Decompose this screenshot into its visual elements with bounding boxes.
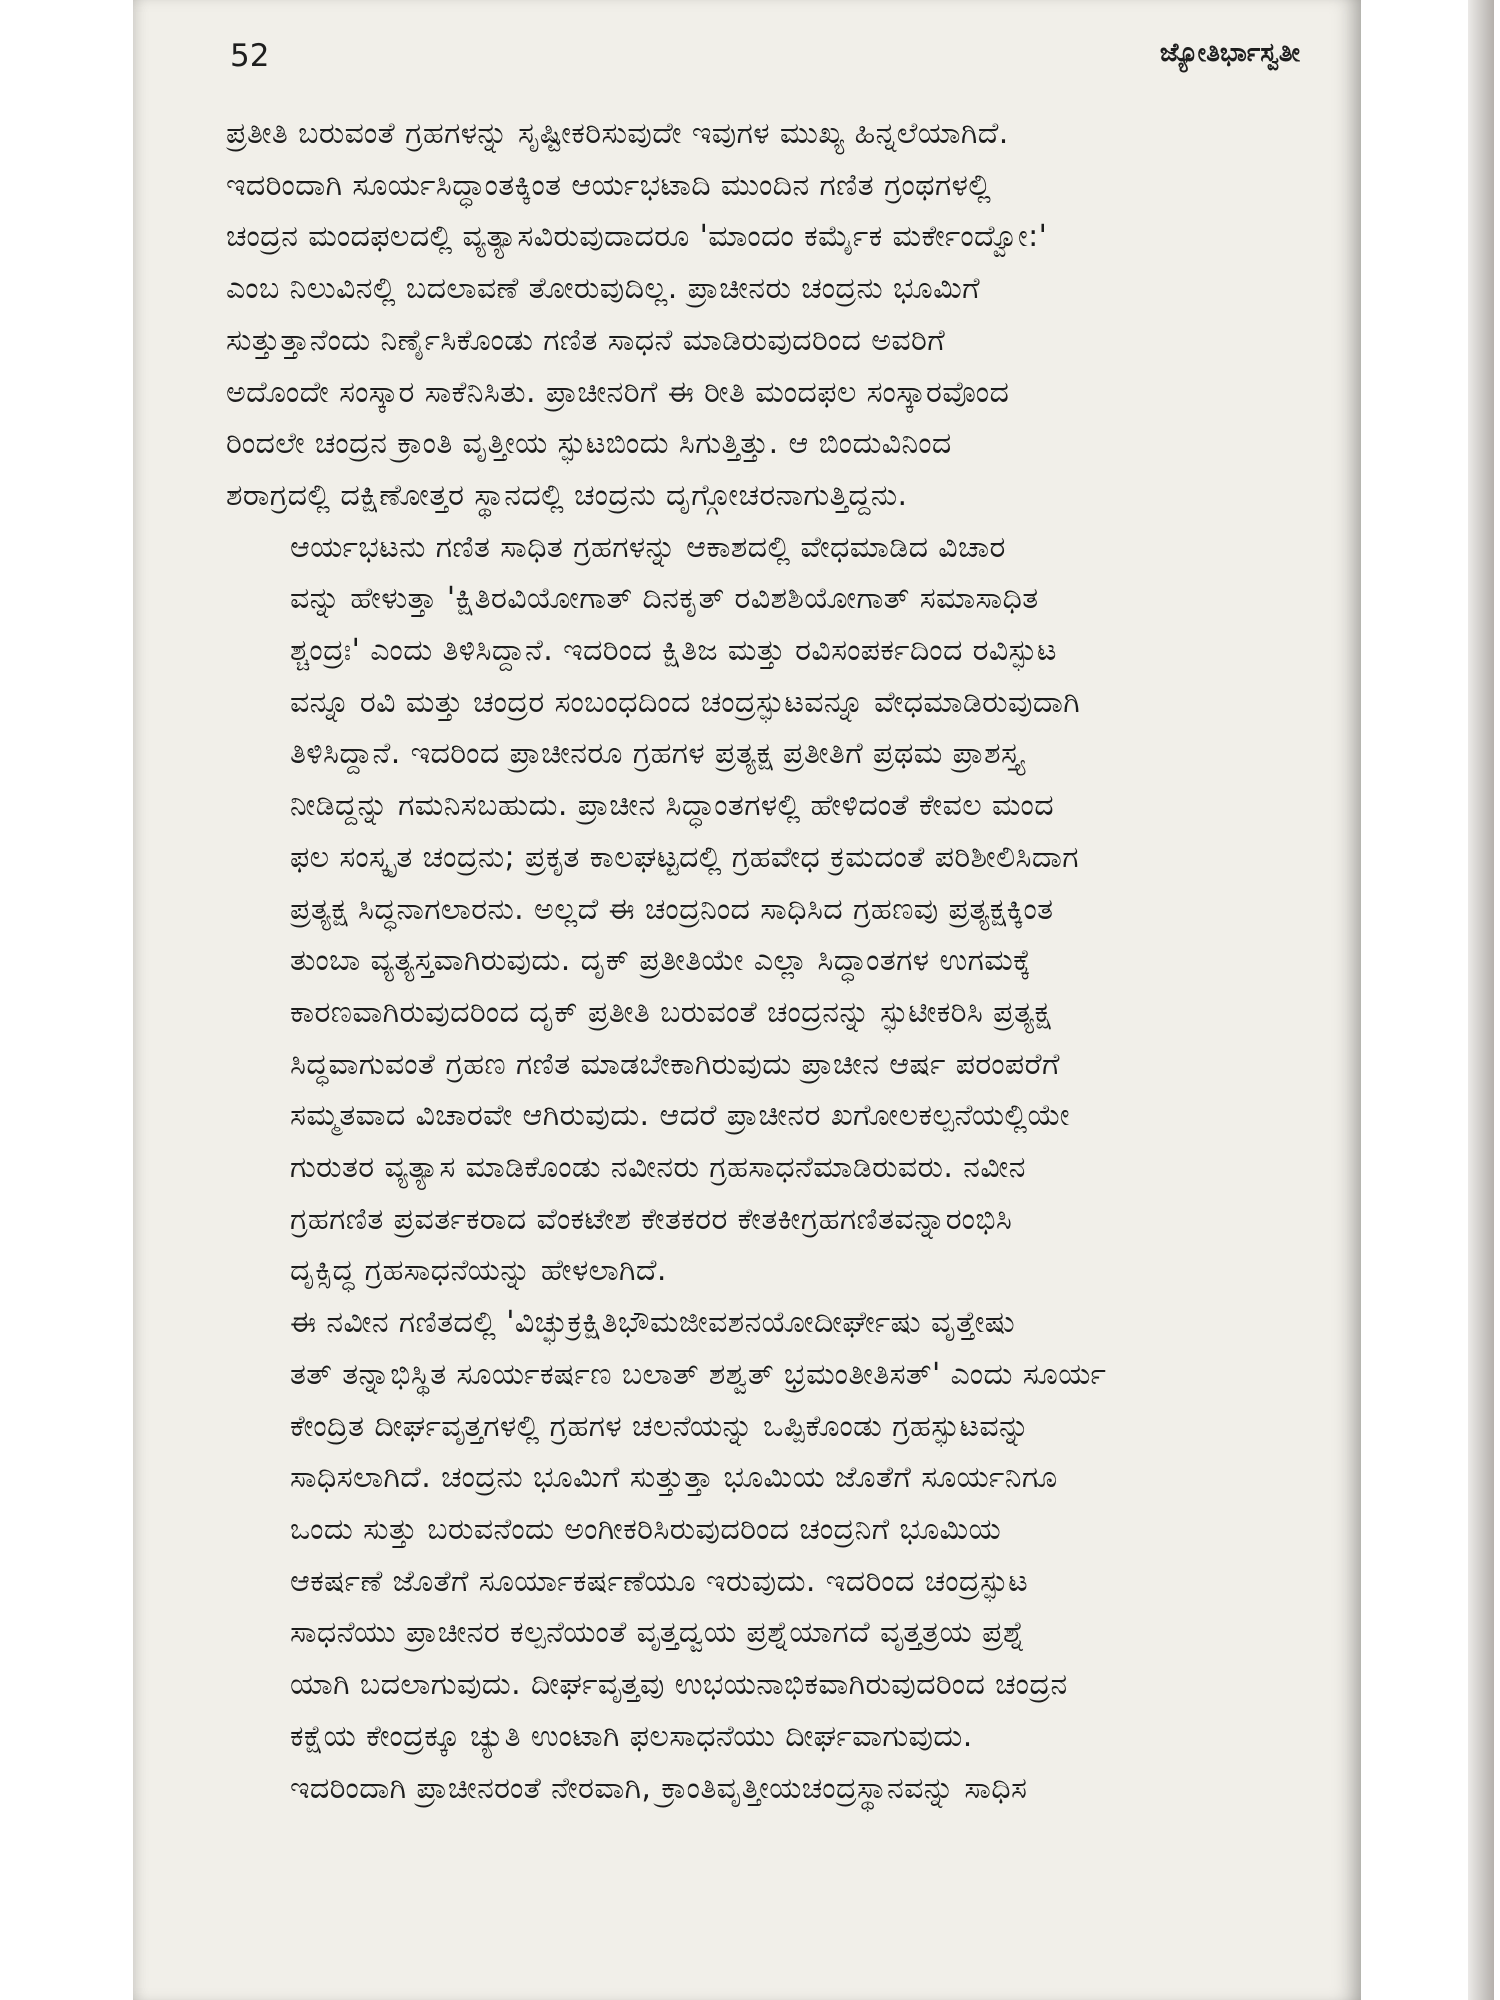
- text-line: ನೀಡಿದ್ದನ್ನು ಗಮನಿಸಬಹುದು. ಪ್ರಾಚೀನ ಸಿದ್ಧಾಂತಗಳಲ್ಲಿ ಹೇಳಿದಂತೆ ಕೇವಲ ಮಂದ: [290, 788, 1055, 824]
- text-line: ಅದೊಂದೇ ಸಂಸ್ಕಾರ ಸಾಕೆನಿಸಿತು. ಪ್ರಾಚೀನರಿಗೆ ಈ ರೀತಿ ಮಂದಫಲ ಸಂಸ್ಕಾರವೊಂದ: [226, 374, 1010, 410]
- paragraph: [226, 522, 1296, 1298]
- page-header: [230, 32, 1300, 82]
- text-line: ಸಾಧಿಸಲಾಗಿದೆ. ಚಂದ್ರನು ಭೂಮಿಗೆ ಸುತ್ತುತ್ತಾ ಭೂಮಿಯ ಜೊತೆಗೆ ಸೂರ್ಯನಿಗೂ: [290, 1460, 1058, 1496]
- text-line: ಎಂಬ ನಿಲುವಿನಲ್ಲಿ ಬದಲಾವಣೆ ತೋರುವುದಿಲ್ಲ. ಪ್ರಾಚೀನರು ಚಂದ್ರನು ಭೂಮಿಗೆ: [226, 271, 981, 307]
- text-line: ಶ್ಚಂದ್ರಃ' ಎಂದು ತಿಳಿಸಿದ್ದಾನೆ. ಇದರಿಂದ ಕ್ಷಿತಿಜ ಮತ್ತು ರವಿಸಂಪರ್ಕದಿಂದ ರವಿಸ್ಫುಟ: [290, 633, 1057, 669]
- page-number: 52: [230, 38, 270, 74]
- text-line: ಕಕ್ಷೆಯ ಕೇಂದ್ರಕ್ಕೂ ಚ್ಯುತಿ ಉಂಟಾಗಿ ಫಲಸಾಧನೆಯು ದೀರ್ಘವಾಗುವುದು.: [290, 1718, 973, 1754]
- text-line: ರಿಂದಲೇ ಚಂದ್ರನ ಕ್ರಾಂತಿ ವೃತ್ತೀಯ ಸ್ಫುಟಬಿಂದು ಸಿಗುತ್ತಿತ್ತು. ಆ ಬಿಂದುವಿನಿಂದ: [226, 426, 952, 462]
- text-line: ವನ್ನೂ ರವಿ ಮತ್ತು ಚಂದ್ರರ ಸಂಬಂಧದಿಂದ ಚಂದ್ರಸ್ಫುಟವನ್ನೂ ವೇಧಮಾಡಿರುವುದಾಗಿ: [290, 684, 1081, 720]
- text-line: ತುಂಬಾ ವ್ಯತ್ಯಸ್ತವಾಗಿರುವುದು. ದೃಕ್ ಪ್ರತೀತಿಯೇ ಎಲ್ಲಾ ಸಿದ್ಧಾಂತಗಳ ಉಗಮಕ್ಕೆ: [290, 943, 1032, 979]
- text-line: ಸಾಧನೆಯು ಪ್ರಾಚೀನರ ಕಲ್ಪನೆಯಂತೆ ವೃತ್ತದ್ವಯ ಪ್ರಶ್ನೆಯಾಗದೆ ವೃತ್ತತ್ರಯ ಪ್ರಶ್ನೆ: [290, 1615, 1026, 1651]
- text-line: ಗ್ರಹಗಣಿತ ಪ್ರವರ್ತಕರಾದ ವೆಂಕಟೇಶ ಕೇತಕರರ ಕೇತಕೀಗ್ರಹಗಣಿತವನ್ನಾರಂಭಿಸಿ: [290, 1201, 1013, 1237]
- text-line: ಒಂದು ಸುತ್ತು ಬರುವನೆಂದು ಅಂಗೀಕರಿಸಿರುವುದರಿಂದ ಚಂದ್ರನಿಗೆ ಭೂಮಿಯ: [290, 1511, 1002, 1547]
- text-line: ವನ್ನು ಹೇಳುತ್ತಾ 'ಕ್ಷಿತಿರವಿಯೋಗಾತ್ ದಿನಕೃತ್ ರವಿಶಶಿಯೋಗಾತ್ ಸಮಾಸಾಧಿತ: [290, 581, 1039, 617]
- text-line: ಪ್ರತ್ಯಕ್ಷ ಸಿದ್ಧನಾಗಲಾರನು. ಅಲ್ಲದೆ ಈ ಚಂದ್ರನಿಂದ ಸಾಧಿಸಿದ ಗ್ರಹಣವು ಪ್ರತ್ಯಕ್ಷಕ್ಕಿಂತ: [290, 891, 1054, 927]
- text-line: ಆರ್ಯಭಟನು ಗಣಿತ ಸಾಧಿತ ಗ್ರಹಗಳನ್ನು ಆಕಾಶದಲ್ಲಿ ವೇಧಮಾಡಿದ ವಿಚಾರ: [290, 529, 1006, 565]
- text-line: ಸಿದ್ಧವಾಗುವಂತೆ ಗ್ರಹಣ ಗಣಿತ ಮಾಡಬೇಕಾಗಿರುವುದು ಪ್ರಾಚೀನ ಆರ್ಷ ಪರಂಪರೆಗೆ: [290, 1046, 1060, 1082]
- text-line: ಆಕರ್ಷಣೆ ಜೊತೆಗೆ ಸೂರ್ಯಾಕರ್ಷಣೆಯೂ ಇರುವುದು. ಇದರಿಂದ ಚಂದ್ರಸ್ಫುಟ: [290, 1563, 1029, 1599]
- text-line: ಸಮ್ಮತವಾದ ವಿಚಾರವೇ ಆಗಿರುವುದು. ಆದರೆ ಪ್ರಾಚೀನರ ಖಗೋಲಕಲ್ಪನೆಯಲ್ಲಿಯೇ: [290, 1098, 1070, 1134]
- text-line: ಪ್ರತೀತಿ ಬರುವಂತೆ ಗ್ರಹಗಳನ್ನು ಸೃಷ್ಟೀಕರಿಸುವುದೇ ಇವುಗಳ ಮುಖ್ಯ ಹಿನ್ನಲೆಯಾಗಿದೆ.: [226, 116, 1009, 151]
- text-line: ಸುತ್ತುತ್ತಾನೆಂದು ನಿರ್ಣೈಸಿಕೊಂಡು ಗಣಿತ ಸಾಧನೆ ಮಾಡಿರುವುದರಿಂದ ಅವರಿಗೆ: [226, 322, 946, 358]
- paragraph: [226, 108, 1296, 522]
- text-line: ತಿಳಿಸಿದ್ದಾನೆ. ಇದರಿಂದ ಪ್ರಾಚೀನರೂ ಗ್ರಹಗಳ ಪ್ರತ್ಯಕ್ಷ ಪ್ರತೀತಿಗೆ ಪ್ರಥಮ ಪ್ರಾಶಸ್ತ್ಯ: [290, 736, 1023, 772]
- body-text: [226, 108, 1296, 1814]
- paragraph: [226, 1297, 1296, 1814]
- text-line: ದೃಕ್ಸಿದ್ಧ ಗ್ರಹಸಾಧನೆಯನ್ನು ಹೇಳಲಾಗಿದೆ.: [290, 1253, 667, 1289]
- text-line: ಫಲ ಸಂಸ್ಕೃತ ಚಂದ್ರನು; ಪ್ರಕೃತ ಕಾಲಘಟ್ಟದಲ್ಲಿ ಗ್ರಹವೇಧ ಕ್ರಮದಂತೆ ಪರಿಶೀಲಿಸಿದಾಗ: [290, 839, 1079, 875]
- page-gutter-shadow: [1468, 0, 1494, 2000]
- text-line: ಈ ನವೀನ ಗಣಿತದಲ್ಲಿ 'ವಿಚ್ಛುಕ್ರಕ್ಷಿತಿಭೌಮಜೀವಶನಯೋದೀರ್ಘೇಷು ವೃತ್ತೇಷು: [290, 1305, 1016, 1341]
- text-line: ತತ್ ತನ್ನಾಭಿಸ್ಥಿತ ಸೂರ್ಯಕರ್ಷಣ ಬಲಾತ್ ಶಶ್ವತ್ ಭ್ರಮಂತೀತಿಸತ್' ಎಂದು ಸೂರ್ಯ: [290, 1356, 1107, 1392]
- text-line: ಕೇಂದ್ರಿತ ದೀರ್ಘವೃತ್ತಗಳಲ್ಲಿ ಗ್ರಹಗಳ ಚಲನೆಯನ್ನು ಒಪ್ಪಿಕೊಂಡು ಗ್ರಹಸ್ಫುಟವನ್ನು: [290, 1408, 1030, 1444]
- text-line: ಇದರಿಂದಾಗಿ ಪ್ರಾಚೀನರಂತೆ ನೇರವಾಗಿ, ಕ್ರಾಂತಿವೃತ್ತೀಯಚಂದ್ರಸ್ಥಾನವನ್ನು ಸಾಧಿಸ: [290, 1770, 1028, 1806]
- text-line: ಶರಾಗ್ರದಲ್ಲಿ ದಕ್ಷಿಣೋತ್ತರ ಸ್ಥಾನದಲ್ಲಿ ಚಂದ್ರನು ದೃಗ್ಗೋಚರನಾಗುತ್ತಿದ್ದನು.: [226, 477, 908, 513]
- text-line: ಕಾರಣವಾಗಿರುವುದರಿಂದ ದೃಕ್ ಪ್ರತೀತಿ ಬರುವಂತೆ ಚಂದ್ರನನ್ನು ಸ್ಫುಟೀಕರಿಸಿ ಪ್ರತ್ಯಕ್ಷ: [290, 994, 1052, 1030]
- text-line: ಗುರುತರ ವ್ಯತ್ಯಾಸ ಮಾಡಿಕೊಂಡು ನವೀನರು ಗ್ರಹಸಾಧನೆಮಾಡಿರುವರು. ನವೀನ: [290, 1150, 1026, 1186]
- text-line: ಯಾಗಿ ಬದಲಾಗುವುದು. ದೀರ್ಘವೃತ್ತವು ಉಭಯನಾಭಿಕವಾಗಿರುವುದರಿಂದ ಚಂದ್ರನ: [290, 1667, 1068, 1703]
- running-head: ಜ್ಯೋತಿರ್ಭಾಸ್ವತೀ: [1159, 38, 1300, 68]
- text-line: ಚಂದ್ರನ ಮಂದಫಲದಲ್ಲಿ ವ್ಯತ್ಯಾಸವಿರುವುದಾದರೂ 'ಮಾಂದಂ ಕರ್ಮೈಕ ಮರ್ಕೇಂದ್ವೋ:': [226, 219, 1048, 255]
- text-line: ಇದರಿಂದಾಗಿ ಸೂರ್ಯಸಿದ್ಧಾಂತಕ್ಕಿಂತ ಆರ್ಯಭಟಾದಿ ಮುಂದಿನ ಗಣಿತ ಗ್ರಂಥಗಳಲ್ಲಿ: [226, 167, 992, 203]
